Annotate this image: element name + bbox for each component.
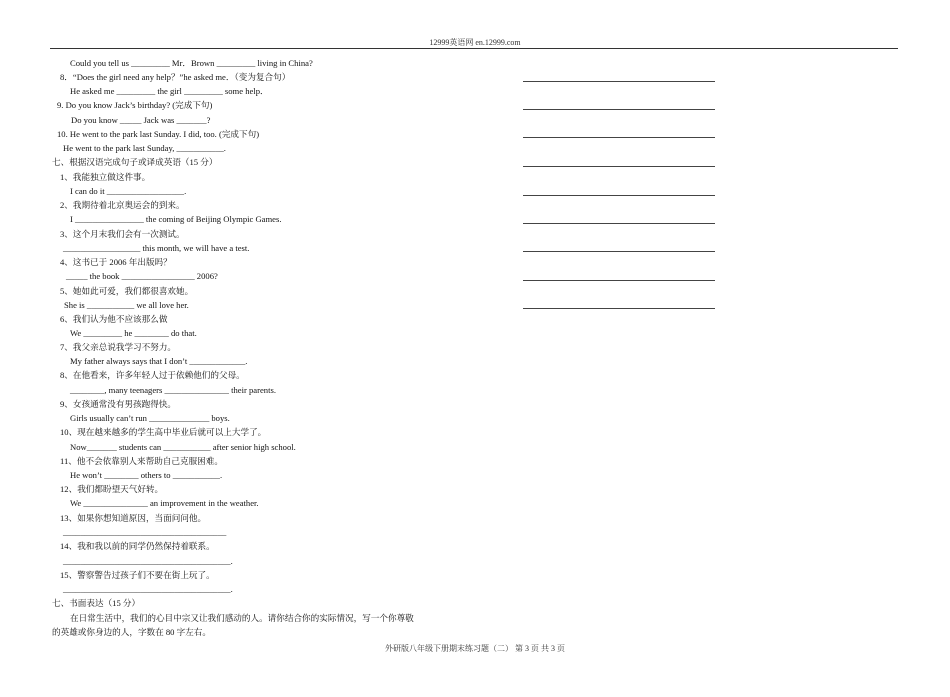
translation-14-prompt: 14、我和我以前的同学仍然保持着联系。 <box>60 541 215 551</box>
translation-8-answer: ________, many teenagers _______________ their parents. <box>70 385 276 395</box>
translation-5-answer: She is ___________ we all love her. <box>64 300 189 310</box>
translation-12-answer: We _______________ an improvement in the weather. <box>70 498 259 508</box>
writing-instructions-line-2: 的英雄或你身边的人，字数在 80 字左右。 <box>52 627 211 637</box>
translation-7-answer: My father always says that I don’t _____________. <box>70 356 248 366</box>
question-8-prompt: 8．“Does the girl need any help？”he asked me．（变为复合句） <box>60 72 291 82</box>
question-10-answer: He went to the park last Sunday, ___________. <box>63 143 226 153</box>
answer-line <box>523 251 715 252</box>
translation-1-prompt: 1、我能独立做这件事。 <box>60 172 151 182</box>
translation-13-answer: ______________________________________ <box>63 527 227 537</box>
question-8-answer: He asked me _________ the girl _________ some help． <box>70 86 269 96</box>
answer-line <box>523 223 715 224</box>
page-footer: 外研版八年级下册期末练习题（二） 第 3 页 共 3 页 <box>385 644 565 653</box>
translation-10-answer: Now_______ students can ___________ after senior high school. <box>70 442 296 452</box>
translation-15-prompt: 15、警察警告过孩子们不要在街上玩了。 <box>60 570 215 580</box>
translation-3-prompt: 3、这个月末我们会有一次测试。 <box>60 229 185 239</box>
answer-line <box>523 137 715 138</box>
translation-4-answer: _____ the book _________________ 2006? <box>66 271 218 281</box>
translation-2-answer: I ________________ the coming of Beijing Olympic Games. <box>70 214 282 224</box>
page-header: 12999英语网 en.12999.com <box>429 38 521 47</box>
answer-line <box>523 166 715 167</box>
translation-13-prompt: 13、如果你想知道原因，当面问问他。 <box>60 513 207 523</box>
translation-10-prompt: 10、现在越来越多的学生高中毕业后就可以上大学了。 <box>60 427 267 437</box>
translation-11-answer: He won’t ________ others to ___________. <box>70 470 223 480</box>
section-title-writing: 七、书面表达（15 分） <box>52 598 141 608</box>
translation-6-answer: We _________ he ________ do that. <box>70 328 197 338</box>
answer-line <box>523 280 715 281</box>
answer-line <box>523 81 715 82</box>
question-10-prompt: 10. He went to the park last Sunday. I did, too. (完成下句) <box>57 129 260 139</box>
translation-9-prompt: 9、女孩通常没有男孩跑得快。 <box>60 399 177 409</box>
question-9-prompt: 9. Do you know Jack’s birthday? (完成下句) <box>57 100 213 110</box>
translation-8-prompt: 8、在他看来，许多年轻人过于依赖他们的父母。 <box>60 370 245 380</box>
question-9-answer: Do you know _____ Jack was _______? <box>71 115 211 125</box>
answer-line <box>523 308 715 309</box>
translation-12-prompt: 12、我们都盼望天气好转。 <box>60 484 164 494</box>
translation-6-prompt: 6、我们认为他不应该那么做 <box>60 314 168 324</box>
answer-line <box>523 109 715 110</box>
translation-15-answer: _______________________________________. <box>63 584 233 594</box>
answer-line <box>523 195 715 196</box>
translation-1-answer: I can do it __________________. <box>70 186 187 196</box>
translation-2-prompt: 2、我期待着北京奥运会的到来。 <box>60 200 185 210</box>
header-divider <box>50 48 898 49</box>
translation-4-prompt: 4、这书已于 2006 年出版吗？ <box>60 257 172 267</box>
question-blank-line: Could you tell us _________ Mr．Brown _________ living in China? <box>70 58 313 68</box>
translation-11-prompt: 11、他不会依靠别人来帮助自己克服困难。 <box>60 456 223 466</box>
translation-3-answer: __________________ this month, we will have a test. <box>63 243 250 253</box>
translation-9-answer: Girls usually can’t run ______________ boys. <box>70 413 230 423</box>
translation-7-prompt: 7、我父亲总说我学习不努力。 <box>60 342 177 352</box>
translation-5-prompt: 5、她如此可爱，我们都很喜欢她。 <box>60 286 194 296</box>
translation-14-answer: _______________________________________. <box>63 556 233 566</box>
section-title-translation: 七、根据汉语完成句子或译成英语（15 分） <box>52 157 218 167</box>
writing-instructions-line-1: 在日常生活中，我们的心目中宗又让我们感动的人。请你结合你的实际情况，写一个你尊敬 <box>70 613 414 623</box>
